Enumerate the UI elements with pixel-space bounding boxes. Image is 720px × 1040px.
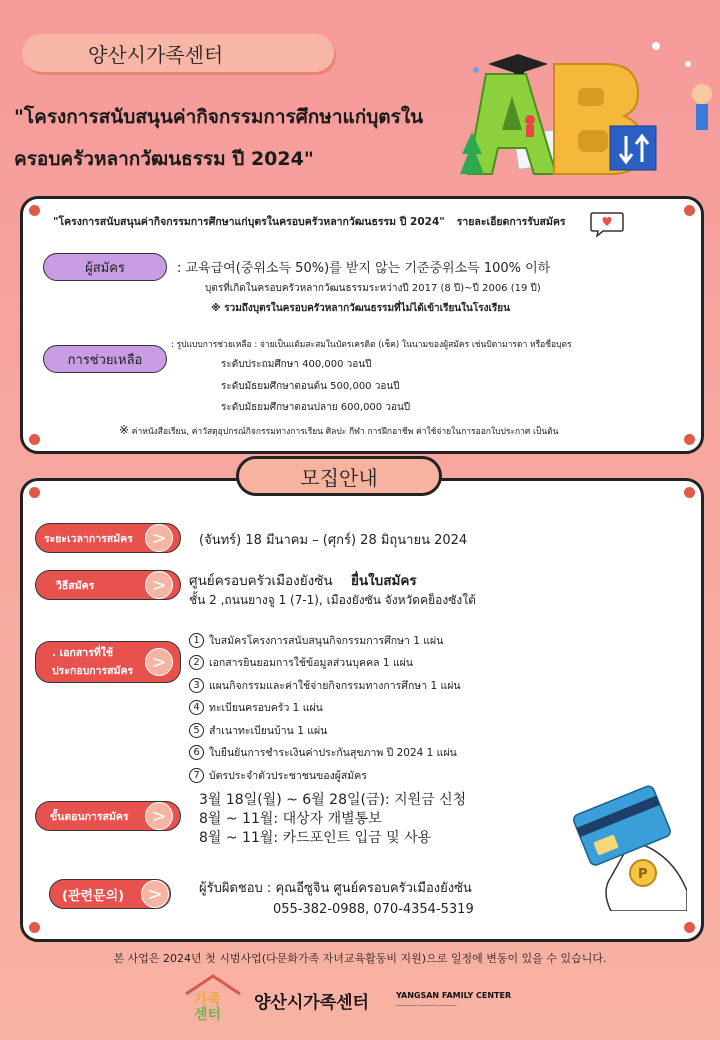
- logo-tagline-lines: ─────── ────── ──────: [396, 1003, 457, 1009]
- support-level-middle: ระดับมัธยมศึกษาตอนต้น 500,000 วอนปี: [221, 381, 400, 392]
- method-address: ชั้น 2 ,ถนนยางจู 1 (7-1), เมืองยังซัน จังหวัดคย็องซังใต้: [189, 593, 476, 607]
- list-item: 3 แผนกิจกรรมและค่าใช้จ่ายกิจกรรมทางการศึกษา 1 แผ่น: [189, 674, 461, 697]
- list-item: 7 บัตรประจำตัวประชาชนของผู้สมัคร: [189, 764, 461, 787]
- method-arrow-button[interactable]: >: [145, 571, 173, 599]
- center-name: 양산시가족센터: [88, 42, 224, 67]
- logo-name: 양산시가족센터: [254, 993, 369, 1013]
- contact-label: (관련문의): [62, 888, 125, 904]
- support-tag: [43, 345, 167, 373]
- process-label: ขั้นตอนการสมัคร: [50, 810, 129, 823]
- page-title: [14, 96, 494, 180]
- center-name-pill: [22, 34, 334, 72]
- corner-dot: [684, 922, 695, 933]
- support-level-high: ระดับมัธยมศึกษาตอนปลาย 600,000 วอนปี: [221, 402, 411, 413]
- contact-phone: 055-382-0988, 070-4354-5319: [273, 902, 474, 917]
- family-center-logo-icon: [182, 972, 244, 1022]
- applicant-note: ※ รวมถึงบุตรในครอบครัวหลากวัฒนธรรมที่ไม่ได้เข้าเรียนในโรงเรียน: [211, 303, 510, 314]
- abc-illustration: [456, 34, 720, 204]
- logo-mark-line1: 가족: [194, 992, 222, 1008]
- info-heading: [53, 213, 566, 230]
- list-item: 5 สำเนาทะเบียนบ้าน 1 แผ่น: [189, 719, 461, 742]
- list-item: 1 ใบสมัครโครงการสนับสนุนกิจกรรมการศึกษา 1 แผ่น: [189, 629, 461, 652]
- title-line-2: ครอบครัวหลากวัฒนธรรม ปี 2024": [14, 148, 314, 170]
- process-line-1: 3월 18일(월) ~ 6월 28일(금): 지원금 신청: [199, 792, 467, 808]
- corner-dot: [684, 205, 695, 216]
- process-lines: [199, 791, 466, 848]
- support-note-text: ค่าหนังสือเรียน, ค่าวัสดุอุปกรณ์กิจกรรมทางการเรียน ศิลปะ กีฬา การฝึกอาชีพ ค่าใช้จ่ายในการออกใบประกาศ เป็นต้น: [131, 427, 559, 437]
- eligibility-box: [20, 196, 704, 454]
- title-line-1: "โครงการสนับสนุนค่ากิจกรรมการศึกษาแก่บุตรใน: [14, 106, 424, 128]
- corner-dot: [29, 434, 40, 445]
- documents-list: [189, 629, 461, 787]
- recruit-heading: [236, 456, 442, 496]
- support-label: การช่วยเหลือ: [67, 352, 143, 368]
- period-arrow-button[interactable]: >: [145, 524, 173, 552]
- recruit-title: 모집안내: [300, 465, 378, 490]
- chat-bubble-icon: [589, 211, 625, 237]
- list-item: 4 ทะเบียนครอบครัว 1 แผ่น: [189, 697, 461, 720]
- support-level-primary: ระดับประถมศึกษา 400,000 วอนปี: [221, 359, 372, 370]
- logo-mark-line2: 센터: [194, 1007, 222, 1022]
- corner-dot: [29, 487, 40, 498]
- note-mark: ※: [119, 423, 130, 437]
- info-heading-title: "โครงการสนับสนุนค่ากิจกรรมการศึกษาแก่บุตรในครอบครัวหลากวัฒนธรรม ปี 2024": [53, 216, 445, 228]
- support-method: : รูปแบบการช่วยเหลือ : จ่ายเป็นแต้มสะสมในบัตรเครดิต (เช็ค) ในนามของผู้สมัคร เช่นบิดามารดา หรือชื่อบุตร: [171, 340, 572, 350]
- footer-note: 본 사업은 2024년 첫 시범사업(다문화가족 자녀교육활동비 지원)으로 일정에 변동이 있을 수 있습니다.: [113, 952, 607, 965]
- process-arrow-button[interactable]: >: [145, 802, 173, 830]
- documents-arrow-button[interactable]: >: [145, 648, 173, 676]
- method-label: วิธีสมัคร: [56, 579, 95, 592]
- period-label: ระยะเวลาการสมัคร: [44, 532, 133, 545]
- support-note: [119, 423, 558, 438]
- svg-text:P: P: [638, 867, 648, 882]
- applicant-tag: [43, 253, 167, 281]
- corner-dot: [29, 922, 40, 933]
- contact-person: ผู้รับผิดชอบ : คุณอีซูจิน ศูนย์ครอบครัวเมืองยังซัน: [199, 881, 472, 896]
- corner-dot: [29, 205, 40, 216]
- recruit-box: [20, 478, 704, 942]
- corner-dot: [684, 434, 695, 445]
- period-text: (จันทร์) 18 มีนาคม – (ศุกร์) 28 มิถุนายน 2024: [199, 533, 468, 548]
- card-payment-illustration: [571, 781, 687, 911]
- logo-english: YANGSAN FAMILY CENTER: [396, 991, 512, 1000]
- contact-arrow-button[interactable]: >: [141, 880, 169, 908]
- method-center-name: ศูนย์ครอบครัวเมืองยังซัน: [189, 573, 333, 589]
- process-line-2: 8월 ~ 11월: 대상자 개별통보: [199, 811, 382, 827]
- corner-dot: [684, 487, 695, 498]
- documents-label-2: ประกอบการสมัคร: [52, 665, 134, 677]
- method-submit: ยื่นใบสมัคร: [350, 573, 417, 589]
- process-line-3: 8월 ~ 11월: 카드포인트 입금 및 사용: [199, 830, 432, 846]
- info-heading-right: รายละเอียดการรับสมัคร: [456, 216, 566, 228]
- list-item: 2 เอกสารยินยอมการใช้ข้อมูลส่วนบุคคล 1 แผ่น: [189, 652, 461, 675]
- method-line-1: [189, 569, 417, 591]
- applicant-birth-range: บุตรที่เกิดในครอบครัวหลากวัฒนธรรมระหว่างปี 2017 (8 ปี)~ปี 2006 (19 ปี): [205, 283, 541, 294]
- list-item: 6 ใบยืนยันการชำระเงินค่าประกันสุขภาพ ปี 2024 1 แผ่น: [189, 742, 461, 765]
- applicant-income: : 교육급여(중위소득 50%)를 받지 않는 기준중위소득 100% 이하: [177, 261, 551, 276]
- applicant-label: ผู้สมัคร: [85, 260, 125, 276]
- documents-label-1: . เอกสารที่ใช้: [52, 647, 114, 659]
